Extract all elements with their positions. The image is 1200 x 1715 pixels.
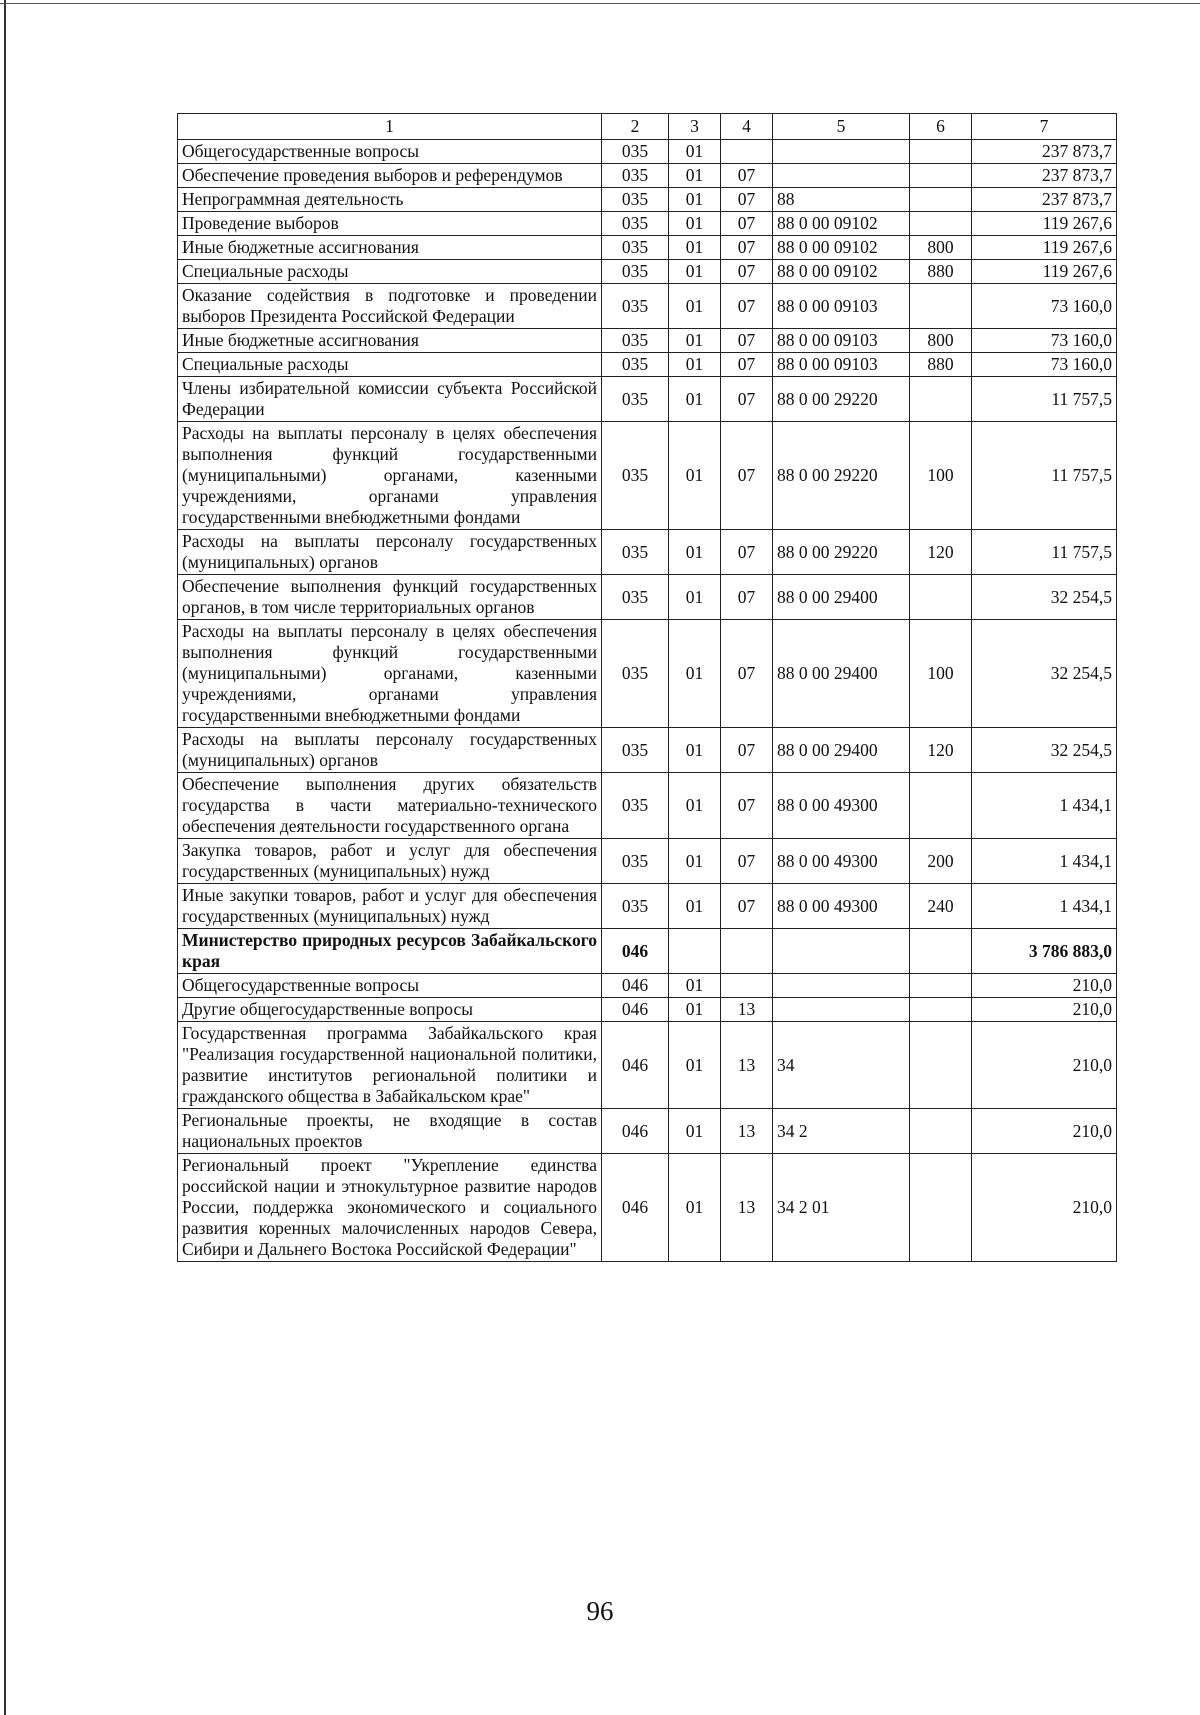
row-target-article-cell: 88 0 00 09102 bbox=[773, 236, 910, 260]
row-code-cell: 035 bbox=[602, 236, 669, 260]
row-amount-cell: 32 254,5 bbox=[972, 575, 1117, 620]
row-section-cell: 01 bbox=[669, 620, 721, 728]
row-expense-type-cell: 100 bbox=[910, 620, 972, 728]
row-amount-cell: 119 267,6 bbox=[972, 236, 1117, 260]
row-code-cell: 035 bbox=[602, 884, 669, 929]
row-target-article-cell: 34 2 01 bbox=[773, 1154, 910, 1262]
row-subsection-cell: 07 bbox=[721, 329, 773, 353]
column-header: 1 bbox=[178, 114, 602, 140]
table-row bbox=[178, 260, 1117, 284]
row-subsection-cell bbox=[721, 974, 773, 998]
row-subsection-cell: 07 bbox=[721, 236, 773, 260]
row-code-cell: 035 bbox=[602, 377, 669, 422]
row-target-article-cell: 88 0 00 09103 bbox=[773, 284, 910, 329]
table-row bbox=[178, 1109, 1117, 1154]
table-row bbox=[178, 998, 1117, 1022]
row-target-article-cell: 34 2 bbox=[773, 1109, 910, 1154]
row-amount-cell: 3 786 883,0 bbox=[972, 929, 1117, 974]
row-subsection-cell: 07 bbox=[721, 212, 773, 236]
row-name-cell: Общегосударственные вопросы bbox=[178, 974, 602, 998]
row-expense-type-cell: 800 bbox=[910, 236, 972, 260]
table-header-row bbox=[178, 114, 1117, 140]
row-code-cell: 046 bbox=[602, 974, 669, 998]
row-target-article-cell: 88 0 00 09103 bbox=[773, 329, 910, 353]
row-subsection-cell: 13 bbox=[721, 998, 773, 1022]
row-code-cell: 035 bbox=[602, 140, 669, 164]
row-code-cell: 035 bbox=[602, 260, 669, 284]
row-section-cell: 01 bbox=[669, 998, 721, 1022]
table-row bbox=[178, 329, 1117, 353]
row-name-cell: Обеспечение выполнения функций государственных органов, в том числе территориальных органов bbox=[178, 575, 602, 620]
row-name-cell: Специальные расходы bbox=[178, 260, 602, 284]
row-amount-cell: 210,0 bbox=[972, 1022, 1117, 1109]
row-subsection-cell: 07 bbox=[721, 575, 773, 620]
row-expense-type-cell bbox=[910, 164, 972, 188]
page-number: 96 bbox=[586, 1596, 614, 1626]
row-amount-cell: 237 873,7 bbox=[972, 188, 1117, 212]
page-edge-top bbox=[0, 3, 1200, 4]
table-row bbox=[178, 620, 1117, 728]
row-amount-cell: 73 160,0 bbox=[972, 284, 1117, 329]
row-target-article-cell: 88 0 00 29400 bbox=[773, 620, 910, 728]
row-code-cell: 035 bbox=[602, 284, 669, 329]
row-code-cell: 035 bbox=[602, 164, 669, 188]
row-expense-type-cell bbox=[910, 188, 972, 212]
row-name-cell: Региональные проекты, не входящие в состав национальных проектов bbox=[178, 1109, 602, 1154]
row-target-article-cell: 88 0 00 49300 bbox=[773, 773, 910, 839]
row-amount-cell: 237 873,7 bbox=[972, 140, 1117, 164]
row-name-cell: Расходы на выплаты персоналу государственных (муниципальных) органов bbox=[178, 728, 602, 773]
table-row bbox=[178, 884, 1117, 929]
row-code-cell: 035 bbox=[602, 530, 669, 575]
column-header: 2 bbox=[602, 114, 669, 140]
table-row bbox=[178, 530, 1117, 575]
row-expense-type-cell bbox=[910, 1022, 972, 1109]
row-expense-type-cell: 100 bbox=[910, 422, 972, 530]
row-target-article-cell: 88 0 00 29400 bbox=[773, 728, 910, 773]
row-expense-type-cell bbox=[910, 377, 972, 422]
row-section-cell: 01 bbox=[669, 188, 721, 212]
row-amount-cell: 73 160,0 bbox=[972, 329, 1117, 353]
row-subsection-cell: 13 bbox=[721, 1022, 773, 1109]
row-name-cell: Иные бюджетные ассигнования bbox=[178, 329, 602, 353]
row-code-cell: 035 bbox=[602, 329, 669, 353]
table-row bbox=[178, 284, 1117, 329]
row-subsection-cell bbox=[721, 140, 773, 164]
row-target-article-cell bbox=[773, 929, 910, 974]
row-amount-cell: 1 434,1 bbox=[972, 773, 1117, 839]
row-target-article-cell: 88 0 00 09102 bbox=[773, 212, 910, 236]
row-section-cell: 01 bbox=[669, 773, 721, 839]
row-amount-cell: 11 757,5 bbox=[972, 422, 1117, 530]
row-section-cell: 01 bbox=[669, 260, 721, 284]
row-name-cell: Расходы на выплаты персоналу в целях обеспечения выполнения функций государственными (муниципальными) органами, казенными учреждениями, органами управления государственными внебюджетными фондами bbox=[178, 422, 602, 530]
row-name-cell: Иные бюджетные ассигнования bbox=[178, 236, 602, 260]
row-subsection-cell: 07 bbox=[721, 353, 773, 377]
row-code-cell: 035 bbox=[602, 839, 669, 884]
row-section-cell: 01 bbox=[669, 884, 721, 929]
row-name-cell: Министерство природных ресурсов Забайкальского края bbox=[178, 929, 602, 974]
row-section-cell: 01 bbox=[669, 284, 721, 329]
table-row bbox=[178, 575, 1117, 620]
row-name-cell: Непрограммная деятельность bbox=[178, 188, 602, 212]
row-name-cell: Расходы на выплаты персоналу государственных (муниципальных) органов bbox=[178, 530, 602, 575]
row-subsection-cell: 07 bbox=[721, 530, 773, 575]
row-expense-type-cell bbox=[910, 998, 972, 1022]
table-row bbox=[178, 212, 1117, 236]
row-code-cell: 035 bbox=[602, 422, 669, 530]
row-amount-cell: 1 434,1 bbox=[972, 839, 1117, 884]
row-subsection-cell: 07 bbox=[721, 884, 773, 929]
row-name-cell: Проведение выборов bbox=[178, 212, 602, 236]
row-name-cell: Иные закупки товаров, работ и услуг для обеспечения государственных (муниципальных) нужд bbox=[178, 884, 602, 929]
row-expense-type-cell bbox=[910, 1109, 972, 1154]
row-code-cell: 035 bbox=[602, 620, 669, 728]
row-name-cell: Общегосударственные вопросы bbox=[178, 140, 602, 164]
row-target-article-cell bbox=[773, 140, 910, 164]
row-subsection-cell: 07 bbox=[721, 377, 773, 422]
table-row bbox=[178, 773, 1117, 839]
table-row bbox=[178, 377, 1117, 422]
row-expense-type-cell: 120 bbox=[910, 728, 972, 773]
row-subsection-cell: 07 bbox=[721, 728, 773, 773]
row-code-cell: 035 bbox=[602, 773, 669, 839]
row-target-article-cell: 88 0 00 29220 bbox=[773, 377, 910, 422]
row-code-cell: 046 bbox=[602, 998, 669, 1022]
row-code-cell: 046 bbox=[602, 1154, 669, 1262]
row-target-article-cell: 88 0 00 29220 bbox=[773, 530, 910, 575]
row-expense-type-cell bbox=[910, 212, 972, 236]
row-subsection-cell: 07 bbox=[721, 164, 773, 188]
row-amount-cell: 210,0 bbox=[972, 1109, 1117, 1154]
row-subsection-cell: 07 bbox=[721, 773, 773, 839]
row-section-cell: 01 bbox=[669, 212, 721, 236]
row-expense-type-cell: 800 bbox=[910, 329, 972, 353]
column-header: 6 bbox=[910, 114, 972, 140]
row-code-cell: 035 bbox=[602, 212, 669, 236]
row-section-cell: 01 bbox=[669, 1154, 721, 1262]
row-target-article-cell bbox=[773, 974, 910, 998]
table-row bbox=[178, 140, 1117, 164]
row-section-cell: 01 bbox=[669, 1109, 721, 1154]
row-code-cell: 046 bbox=[602, 929, 669, 974]
row-amount-cell: 11 757,5 bbox=[972, 377, 1117, 422]
row-expense-type-cell: 240 bbox=[910, 884, 972, 929]
row-expense-type-cell: 880 bbox=[910, 353, 972, 377]
budget-table bbox=[177, 113, 1117, 1262]
row-target-article-cell: 88 0 00 09102 bbox=[773, 260, 910, 284]
row-amount-cell: 119 267,6 bbox=[972, 260, 1117, 284]
column-header: 3 bbox=[669, 114, 721, 140]
row-expense-type-cell bbox=[910, 140, 972, 164]
row-subsection-cell: 07 bbox=[721, 620, 773, 728]
row-target-article-cell bbox=[773, 164, 910, 188]
row-amount-cell: 210,0 bbox=[972, 1154, 1117, 1262]
table-row bbox=[178, 974, 1117, 998]
table-row bbox=[178, 728, 1117, 773]
row-section-cell: 01 bbox=[669, 164, 721, 188]
row-expense-type-cell bbox=[910, 284, 972, 329]
row-expense-type-cell bbox=[910, 974, 972, 998]
row-code-cell: 046 bbox=[602, 1022, 669, 1109]
row-section-cell: 01 bbox=[669, 1022, 721, 1109]
row-code-cell: 035 bbox=[602, 353, 669, 377]
column-header: 4 bbox=[721, 114, 773, 140]
row-subsection-cell: 13 bbox=[721, 1109, 773, 1154]
row-expense-type-cell: 120 bbox=[910, 530, 972, 575]
row-name-cell: Обеспечение проведения выборов и референдумов bbox=[178, 164, 602, 188]
row-subsection-cell: 13 bbox=[721, 1154, 773, 1262]
row-expense-type-cell bbox=[910, 929, 972, 974]
row-subsection-cell: 07 bbox=[721, 188, 773, 212]
row-section-cell: 01 bbox=[669, 353, 721, 377]
row-target-article-cell: 88 0 00 29220 bbox=[773, 422, 910, 530]
row-code-cell: 035 bbox=[602, 728, 669, 773]
row-subsection-cell: 07 bbox=[721, 260, 773, 284]
row-expense-type-cell bbox=[910, 1154, 972, 1262]
table-row bbox=[178, 164, 1117, 188]
row-section-cell: 01 bbox=[669, 236, 721, 260]
page-edge-left bbox=[4, 0, 6, 1715]
row-section-cell: 01 bbox=[669, 728, 721, 773]
table-row bbox=[178, 1022, 1117, 1109]
row-expense-type-cell bbox=[910, 575, 972, 620]
table-row bbox=[178, 236, 1117, 260]
table-row bbox=[178, 1154, 1117, 1262]
column-header: 5 bbox=[773, 114, 910, 140]
row-name-cell: Региональный проект "Укрепление единства российской нации и этнокультурное развитие народов России, поддержка экономического и социального развития коренных малочисленных народов Севера, Сибири и Дальнего Востока Российской Федерации" bbox=[178, 1154, 602, 1262]
row-target-article-cell: 88 0 00 49300 bbox=[773, 839, 910, 884]
row-amount-cell: 210,0 bbox=[972, 974, 1117, 998]
row-name-cell: Расходы на выплаты персоналу в целях обеспечения выполнения функций государственными (муниципальными) органами, казенными учреждениями, органами управления государственными внебюджетными фондами bbox=[178, 620, 602, 728]
table-body bbox=[178, 114, 1117, 1262]
row-expense-type-cell: 200 bbox=[910, 839, 972, 884]
row-amount-cell: 32 254,5 bbox=[972, 728, 1117, 773]
row-amount-cell: 119 267,6 bbox=[972, 212, 1117, 236]
table-row bbox=[178, 422, 1117, 530]
row-target-article-cell bbox=[773, 998, 910, 1022]
row-section-cell: 01 bbox=[669, 530, 721, 575]
row-section-cell: 01 bbox=[669, 422, 721, 530]
row-section-cell: 01 bbox=[669, 329, 721, 353]
table-row bbox=[178, 839, 1117, 884]
row-expense-type-cell bbox=[910, 773, 972, 839]
row-target-article-cell: 88 0 00 49300 bbox=[773, 884, 910, 929]
row-amount-cell: 1 434,1 bbox=[972, 884, 1117, 929]
row-name-cell: Специальные расходы bbox=[178, 353, 602, 377]
row-target-article-cell: 34 bbox=[773, 1022, 910, 1109]
table-row bbox=[178, 188, 1117, 212]
row-name-cell: Члены избирательной комиссии субъекта Российской Федерации bbox=[178, 377, 602, 422]
table-row bbox=[178, 929, 1117, 974]
row-section-cell: 01 bbox=[669, 575, 721, 620]
row-amount-cell: 210,0 bbox=[972, 998, 1117, 1022]
row-code-cell: 035 bbox=[602, 188, 669, 212]
row-subsection-cell: 07 bbox=[721, 284, 773, 329]
row-code-cell: 046 bbox=[602, 1109, 669, 1154]
row-amount-cell: 237 873,7 bbox=[972, 164, 1117, 188]
row-subsection-cell: 07 bbox=[721, 422, 773, 530]
row-name-cell: Государственная программа Забайкальского края "Реализация государственной национальной политики, развитие институтов региональной политики и гражданского общества в Забайкальском крае" bbox=[178, 1022, 602, 1109]
row-name-cell: Обеспечение выполнения других обязательств государства в части материально-технического обеспечения деятельности государственного органа bbox=[178, 773, 602, 839]
row-amount-cell: 11 757,5 bbox=[972, 530, 1117, 575]
row-code-cell: 035 bbox=[602, 575, 669, 620]
row-section-cell: 01 bbox=[669, 377, 721, 422]
row-section-cell: 01 bbox=[669, 974, 721, 998]
row-name-cell: Другие общегосударственные вопросы bbox=[178, 998, 602, 1022]
row-subsection-cell: 07 bbox=[721, 839, 773, 884]
row-name-cell: Оказание содействия в подготовке и проведении выборов Президента Российской Федерации bbox=[178, 284, 602, 329]
row-amount-cell: 32 254,5 bbox=[972, 620, 1117, 728]
row-expense-type-cell: 880 bbox=[910, 260, 972, 284]
row-target-article-cell: 88 bbox=[773, 188, 910, 212]
row-amount-cell: 73 160,0 bbox=[972, 353, 1117, 377]
row-section-cell: 01 bbox=[669, 839, 721, 884]
row-subsection-cell bbox=[721, 929, 773, 974]
row-name-cell: Закупка товаров, работ и услуг для обеспечения государственных (муниципальных) нужд bbox=[178, 839, 602, 884]
column-header: 7 bbox=[972, 114, 1117, 140]
table-row bbox=[178, 353, 1117, 377]
row-target-article-cell: 88 0 00 29400 bbox=[773, 575, 910, 620]
row-section-cell bbox=[669, 929, 721, 974]
row-target-article-cell: 88 0 00 09103 bbox=[773, 353, 910, 377]
row-section-cell: 01 bbox=[669, 140, 721, 164]
